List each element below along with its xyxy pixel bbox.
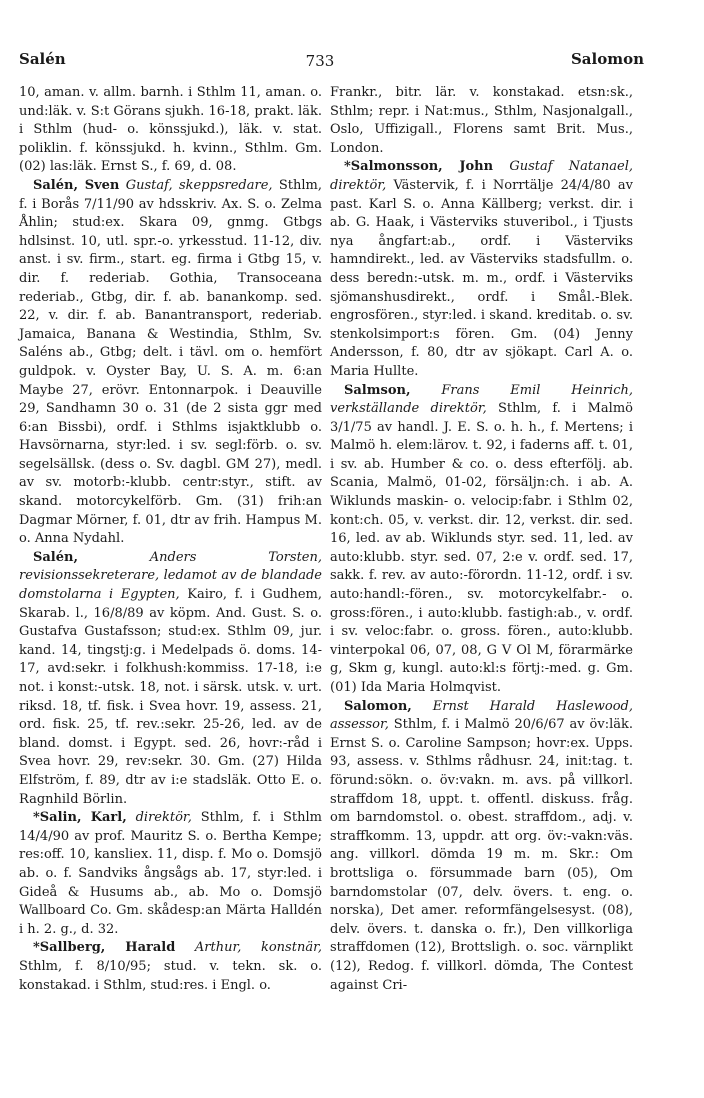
entry-name: *Salin, Karl,	[33, 810, 127, 826]
entry-text: Sthlm, f. i Malmö 20/6/67 av öv:läk. Ernst S. o. Caroline Sampson; hovr:ex. Upps. 93, assess. v. Sthlms rådhusr. 24, init:tag. t. förund:sökn. o. öv:vakn. m. avs. på villkorl. straffdom 18, uppt. t. offentl. diskuss. fråg. om barndomstol. o. obest. straffdom., adj. v. straffkomm. 13, uppdr. att org. öv:-vakn:väs. ang. villkorl. dömda 19 m. m. Skr.: Om brottsliga o. försummade barn (05), Om barndomstolar (07, delv. övers. t. eng. o. norska), Det amer. reformfängelsesyst. (08), delv. övers. t. danska o. fr.), Den villkorliga straffdomen (12), Brottsligh. o. soc. värnplikt (12), Redog. f. villkorl. dömda, The Contest against Cri-	[330, 717, 633, 993]
entry-salin-karl	[19, 809, 322, 939]
entry-name: Salomon,	[344, 698, 412, 714]
entry-role: Arthur, konstnär,	[194, 940, 322, 956]
entry-name: *Salmonsson, John	[344, 159, 494, 175]
entry-role: Gustaf Natanael, direktör,	[330, 159, 633, 193]
entry-name: Salén,	[33, 549, 78, 565]
entry-text: Sthlm, f. 8/10/95; stud. v. tekn. sk. o. konstakad. i Sthlm, stud:res. i Engl. o.	[19, 958, 322, 993]
header-right-entry: Salomon	[570, 50, 644, 68]
right-column	[330, 84, 633, 995]
entry-name: Salmson,	[344, 382, 411, 398]
left-column	[19, 84, 322, 995]
entry-role: direktör,	[135, 810, 192, 826]
entry-name: Salén, Sven	[33, 177, 120, 193]
entry-role: Anders Torsten, revisionssekreterare, ledamot av de blandade domstolarna i Egypten,	[19, 549, 322, 603]
entry-salomon-ernst	[330, 698, 633, 996]
entry-text: Kairo, f. i Gudhem, Skarab. l., 16/8/89 av köpm. And. Gust. S. o. Gustafva Gustafsson; stud:ex. Sthlm 09, jur. kand. 14, tingstj:g. i Medelpads ö. doms. 14-17, avd:sekr. i folkhush:kommiss. 17-18, i:e not. i konst:-utsk. 18, not. i särsk. utsk. v. urt. riksd. 18, tf. fisk. i Svea hovr. 19, assess. 21, ord. fisk. 25, tf. rev.:sekr. 25-26, led. av de bland. domst. i Egypt. sed. 26, hovr:-råd i Svea hovr. 29, rev:sekr. 30. Gm. (27) Hilda Elfström, f. 89, dtr av i:e stadsläk. Otto E. o. Ragnhild Börlin.	[19, 587, 322, 807]
entry-name: *Sallberg, Harald	[33, 940, 176, 956]
entry-salmonsson-john	[330, 158, 633, 381]
entry-text: Sthlm, f. i Sthlm 14/4/90 av prof. Mauritz S. o. Bertha Kempe; res:off. 10, kansliex. 11, disp. f. Mo o. Domsjö ab. o. f. Sandviks ångsågs ab. 17, styr:led. i Gideå & Husums ab., ab. Mo o. Domsjö Wallboard Co. Gm. skådesp:an Märta Halldén i h. 2. g., d. 32.	[19, 810, 322, 937]
entry-continuation: Frankr., bitr. lär. v. konstakad. etsn:sk., Sthlm; repr. i Nat:mus., Sthlm, Nasjonalgall., Oslo, Uffizigall., Florens samt Brit. Mus., London.	[330, 85, 633, 156]
entry-role: Gustaf, skeppsredare,	[125, 177, 273, 193]
entry-continuation: 10, aman. v. allm. barnh. i Sthlm 11, aman. o. und:läk. v. S:t Görans sjukh. 16-18, prakt. läk. i Sthlm (hud- o. könssjukd.), läk. v. stat. poliklin. f. könssjukd. h. kvinn., Sthlm. Gm. (02) las:läk. Ernst S., f. 69, d. 08.	[19, 85, 322, 175]
entry-sallberg-harald	[19, 939, 322, 995]
entry-role: Ernst Harald Haslewood, assessor,	[330, 698, 633, 733]
entry-salmson-frans	[330, 382, 633, 698]
entry-text: Västervik, f. i Norrtälje 24/4/80 av past. Karl S. o. Anna Källberg; verkst. dir. i ab. G. Haak, i Västerviks stuveribol., i Tjusts nya ångfart:ab., ordf. i Västerviks hamndirekt., led. av Västerviks stadsfullm. o. dess beredn:-utsk. m. m., ordf. i Västerviks sjömanshusdirekt., ordf. i Smål.-Blek. engrosfören., styr:led. i skand. kreditab. o. sv. stenkolsimport:s fören. Gm. (04) Jenny Andersson, f. 80, dtr av sjökapt. Carl A. o. Maria Hullte.	[330, 177, 633, 379]
entry-role: Frans Emil Heinrich, verkställande direktör,	[330, 382, 633, 417]
entry-salen-torsten	[19, 549, 322, 809]
entry-salen-sven	[19, 177, 322, 549]
entry-text: Sthlm, f. i Malmö 3/1/75 av handl. J. E. S. o. h. h., f. Mertens; i Malmö h. elem:lärov. t. 92, i faderns aff. t. 01, i sv. ab. Humber & co. o. dess efterfölj. ab. Scania, Malmö, 01-02, försäljn:ch. i ab. A. Wiklunds maskin- o. velocip:fabr. i Sthlm 02, kont:ch. 05, v. verkst. dir. 12, verkst. dir. sed. 16, led. av ab. Wiklunds styr. sed. 11, led. av auto:klubb. styr. sed. 07, 2:e v. ordf. sed. 17, sakk. f. rev. av auto:-förordn. 11-12, ordf. i sv. auto:handl:-fören., sv. motorcykelfabr.- o. gross:fören., i auto:klubb. fastigh:ab., v. ordf. i sv. veloc:fabr. o. gross. fören., auto:klubb. vinterpokal 06, 07, 08, G V Ol M, förarmärke g, Skm g, kungl. auto:kl:s förtj:-med. g. Gm. (01) Ida Maria Holmqvist.	[330, 401, 633, 695]
entry-text: Sthlm, f. i Borås 7/11/90 av hdsskriv. Ax. S. o. Zelma Åhlin; stud:ex. Skara 09, gnmg. Gtbgs hdlsinst. 10, utl. spr.-o. yrkesstud. 11-12, div. anst. i sv. firm., start. eg. firma i Gtbg 15, v. dir. f. rederiab. Gothia, Transoceana rederiab., Gtbg, dir. f. ab. banankomp. sed. 22, v. dir. f. ab. Banantransport, rederiab. Jamaica, Banana & Westindia, Sthlm, Sv. Saléns ab., Gtbg; delt. i tävl. om o. hemfört guldpok. v. Oyster Bay, U. S. A. m. 6:an Maybe 27, erövr. Entonnarpok. i Deauville 29, Sandhamn 30 o. 31 (de 2 sista ggr med 6:an Bissbi), ordf. i Sthlms isjaktklubb o. Havsörnarna, styr:led. i sv. segl:förb. o. sv. segelsällsk. (dess o. Sv. dagbl. GM 27), medl. av sv. motorb:-klubb. centr:styr., stift. av skand. motorcykelförb. Gm. (31) frih:an Dagmar Mörner, f. 01, dtr av frih. Hampus M. o. Anna Nydahl.	[19, 177, 322, 547]
header-left-entry: Salén	[19, 50, 66, 68]
page-header	[0, 50, 704, 76]
page-number: 733	[305, 52, 335, 70]
